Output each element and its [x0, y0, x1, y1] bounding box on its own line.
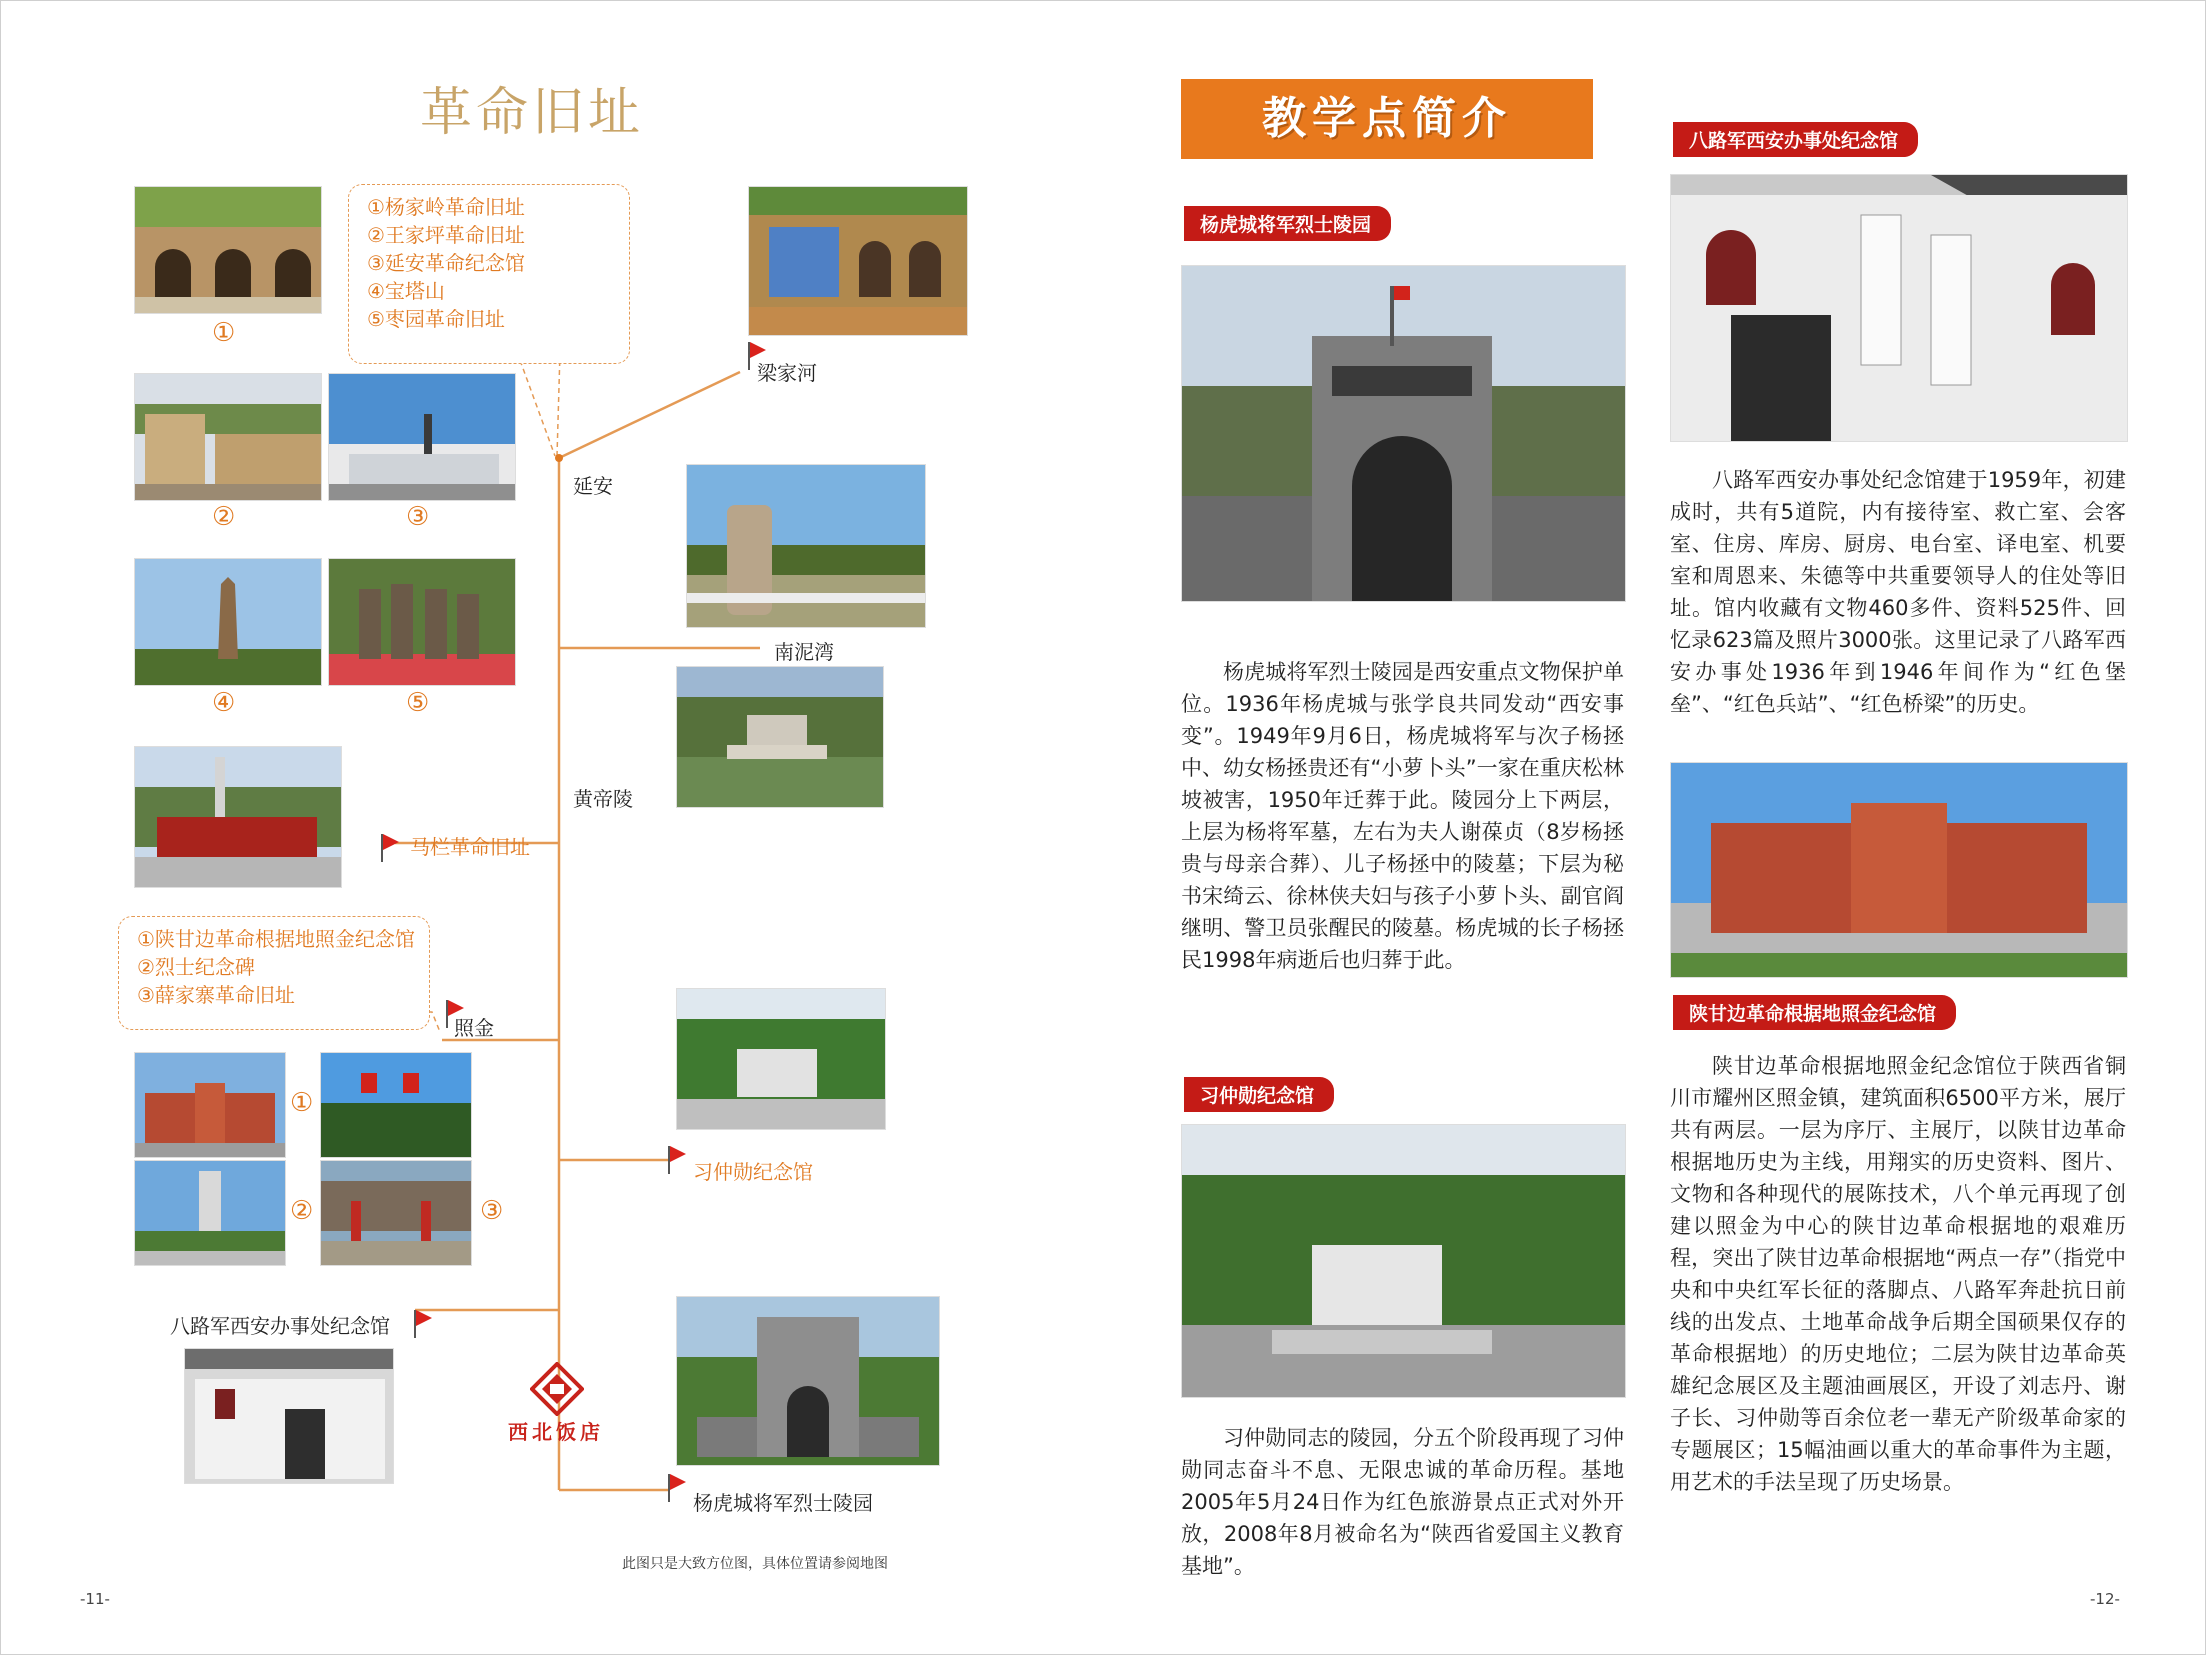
- photo-number-2: ②: [212, 502, 236, 532]
- wangjiaping-photo: [134, 373, 322, 501]
- nanniwan-photo: [686, 464, 926, 628]
- photo-number-2: ②: [290, 1196, 314, 1226]
- yanghucheng-cemetery-photo: [1181, 265, 1626, 602]
- photo-number-3: ③: [406, 502, 430, 532]
- zaoyuan-photo: [328, 558, 516, 686]
- callout-item: ⑤枣园革命旧址: [367, 307, 505, 331]
- xibei-hotel-logo-icon: [530, 1362, 584, 1416]
- page-number-right: -12-: [2090, 1590, 2120, 1608]
- zhaojin-museum-photo: [1670, 762, 2128, 978]
- balujun-flag-icon: [414, 1310, 432, 1338]
- zhaojin-memorial-photo: [134, 1052, 286, 1158]
- place-malan: 马栏革命旧址: [410, 835, 530, 859]
- zhaojin-sign-photo: [320, 1052, 472, 1158]
- zhaojin-sites-callout: [118, 916, 430, 1030]
- xizhongxun-memorial-photo: [1181, 1124, 1626, 1398]
- yanghucheng-flag-icon: [668, 1474, 686, 1502]
- page-title: 革命旧址: [420, 83, 645, 143]
- callout-item: ②王家坪革命旧址: [367, 223, 525, 247]
- yanghucheng-photo: [676, 1296, 940, 1466]
- xuejiazhai-photo: [320, 1160, 472, 1266]
- tag-zhaojin: 陕甘边革命根据地照金纪念馆: [1673, 995, 1956, 1030]
- yanan-sites-callout: [348, 184, 630, 364]
- place-nanniwan: 南泥湾: [774, 640, 834, 664]
- logo-text: 西北饭店: [508, 1420, 604, 1444]
- place-balujun: 八路军西安办事处纪念馆: [170, 1314, 390, 1338]
- xizhongxun-flag-icon: [668, 1146, 686, 1174]
- yanghucheng-text: 杨虎城将军烈士陵园是西安重点文物保护单位。1936年杨虎城与张学良共同发动“西安事变”。1949年9月6日，杨虎城将军与次子杨拯中、幼女杨拯贵还有“小萝卜头”一家在重庆松林坡被害，1950年迁葬于此。陵园分上下两层，上层为杨将军墓，左右为夫人谢葆贞（8岁杨拯贵与母亲合葬）、儿子杨拯中的陵墓；下层为秘书宋绮云、徐林侠夫妇与孩子小萝卜头、副官阎继明、警卫员张醒民的陵墓。杨虎城的长子杨拯民1998年病逝后也归葬于此。: [1181, 660, 1624, 972]
- place-xizhongxun: 习仲勋纪念馆: [693, 1160, 813, 1184]
- callout-item: ③延安革命纪念馆: [367, 251, 525, 275]
- tag-yanghucheng: 杨虎城将军烈士陵园: [1184, 206, 1391, 241]
- balujun-text: 八路军西安办事处纪念馆建于1959年，初建成时，共有5道院，内有接待室、救亡室、会客室、住房、库房、厨房、电台室、译电室、机要室和周恩来、朱德等中共重要领导人的住处等旧址。馆内收藏有文物460多件、资料525件、回忆录623篇及照片3000张。这里记录了八路军西安办事处1936年到1946年间作为“红色堡垒”、“红色兵站”、“红色桥梁”的历史。: [1670, 468, 2126, 716]
- huangdiling-photo: [676, 666, 884, 808]
- baotashan-photo: [134, 558, 322, 686]
- place-zhaojin: 照金: [454, 1016, 494, 1040]
- malan-photo: [134, 746, 342, 888]
- place-liangjiahe: 梁家河: [757, 361, 817, 385]
- tag-balujun: 八路军西安办事处纪念馆: [1673, 122, 1918, 157]
- callout-item: ②烈士纪念碑: [137, 955, 255, 979]
- place-yanan: 延安: [573, 474, 613, 498]
- place-yanghucheng: 杨虎城将军烈士陵园: [693, 1491, 873, 1515]
- martyrs-monument-photo: [134, 1160, 286, 1266]
- photo-number-3: ③: [480, 1196, 504, 1226]
- balujun-photo: [184, 1348, 394, 1484]
- yanan-memorial-photo: [328, 373, 516, 501]
- callout-item: ④宝塔山: [367, 279, 445, 303]
- xizhongxun-text: 习仲勋同志的陵园，分五个阶段再现了习仲勋同志奋斗不息、无限忠诚的革命历程。基地2005年5月24日作为红色旅游景点正式对外开放，2008年8月被命名为“陕西省爱国主义教育基地”。: [1181, 1426, 1624, 1578]
- photo-number-1: ①: [290, 1088, 314, 1118]
- liangjiahe-photo: [748, 186, 968, 336]
- photo-number-1: ①: [212, 318, 236, 348]
- section-banner: 教学点简介: [1181, 79, 1593, 159]
- page-number-left: -11-: [80, 1590, 110, 1608]
- callout-item: ①杨家岭革命旧址: [367, 195, 525, 219]
- xizhongxun-photo: [676, 988, 886, 1130]
- tag-xizhongxun: 习仲勋纪念馆: [1184, 1077, 1334, 1112]
- callout-item: ①陕甘边革命根据地照金纪念馆: [137, 927, 415, 951]
- map-note: 此图只是大致方位图，具体位置请参阅地图: [622, 1556, 888, 1572]
- balujun-office-photo: [1670, 174, 2128, 442]
- callout-item: ③薛家寨革命旧址: [137, 983, 295, 1007]
- photo-number-4: ④: [212, 688, 236, 718]
- zhaojin-text: 陕甘边革命根据地照金纪念馆位于陕西省铜川市耀州区照金镇，建筑面积6500平方米，展厅共有两层。一层为序厅、主展厅，以陕甘边革命根据地历史为主线，用翔实的历史资料、图片、文物和各种现代的展陈技术，八个单元再现了创建以照金为中心的陕甘边革命根据地的艰难历程，突出了陕甘边革命根据地“两点一存”（指党中央和中央红军长征的落脚点、八路军奔赴抗日前线的出发点、土地革命战争后期全国硕果仅存的革命根据地）的历史地位；二层为陕甘边革命英雄纪念展区及主题油画展区，开设了刘志丹、谢子长、习仲勋等百余位老一辈无产阶级革命家的专题展区；15幅油画以重大的革命事件为主题，用艺术的手法呈现了历史场景。: [1670, 1054, 2126, 1494]
- place-huangdiling: 黄帝陵: [573, 787, 633, 811]
- malan-flag-icon: [381, 834, 399, 862]
- yangjialing-photo: [134, 186, 322, 314]
- photo-number-5: ⑤: [406, 688, 430, 718]
